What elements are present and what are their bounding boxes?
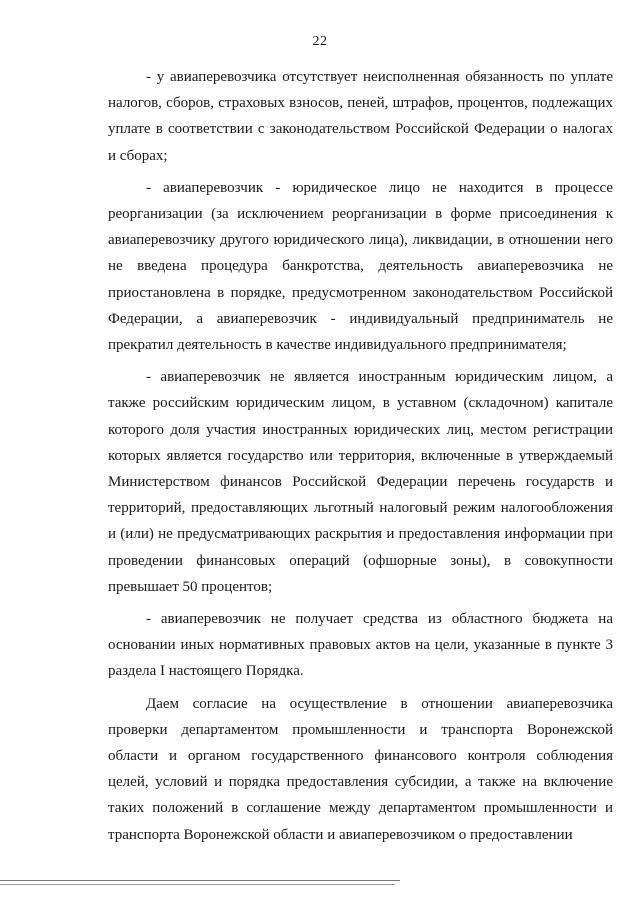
paragraph-regional-budget: - авиаперевозчик не получает средства из областного бюджета на основании иных нормативных правовых актов на цели, указанные в пункте 3 раздела I настоящего Порядка. [108,611,613,680]
footer-rule-secondary [0,884,395,885]
paragraph-reorganization: - авиаперевозчик - юридическое лицо не находится в процессе реорганизации (за исключением реорганизации в форме присоединения к авиаперевозчику другого юридического лица), ликвидации, в отношении него не введена процедура банкротства, деятельность авиаперевозчика не приостановлена в порядке, предусмотренном законодательством Российской Федерации, а авиаперевозчик - индивидуальный предприниматель не прекратил деятельность в качестве индивидуального предпринимателя; [108,179,613,354]
paragraph-tax-obligations: - у авиаперевозчика отсутствует неисполненная обязанность по уплате налогов, сборов, страховых взносов, пеней, штрафов, процентов, подлежащих уплате в соответствии с законодательством Российской Федерации о налогах и сборах; [108,69,613,164]
footer-rule [0,880,400,881]
paragraph-consent: Даем согласие на осуществление в отношении авиаперевозчика проверки департаментом промышленности и транспорта Воронежской области и органом государственного финансового контроля соблюдения целей, условий и порядка предоставления субсидии, а также на включение таких положений в соглашение между департаментом промышленности и транспорта Воронежской области и авиаперевозчиком о предоставлении [108,695,613,843]
document-body [108,64,613,854]
paragraph-foreign-entity: - авиаперевозчик не является иностранным юридическим лицом, а также российским юридическим лицом, в уставном (складочном) капитале которого доля участия иностранных юридических лиц, местом регистрации которых является государство или территория, включенные в утверждаемый Министерством финансов Российской Федерации перечень государств и территорий, предоставляющих льготный налоговый режим налогообложения и (или) не предусматривающих раскрытия и предоставления информации при проведении финансовых операций (офшорные зоны), в совокупности превышает 50 процентов; [108,369,613,595]
page-number: 22 [312,34,328,49]
